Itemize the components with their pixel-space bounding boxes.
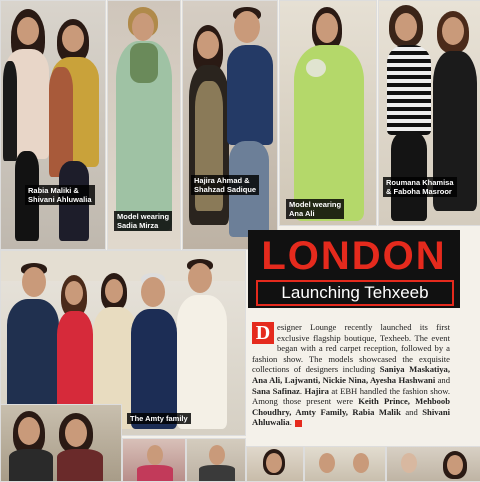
photo-bottom-5 <box>304 446 386 482</box>
caption-line: Rabia Maliki & <box>28 186 79 195</box>
caption-photo1 <box>25 185 95 205</box>
article-lead: esigner Lounge recently launched its first exclusive flagship boutique, Texheeb. The event began with a red carpet reception, followed by a fashion show. The models showcased the exquisite collections of designers including <box>252 322 450 375</box>
caption-line: Shahzad Sadique <box>194 185 257 194</box>
caption-photo2 <box>114 211 172 231</box>
article-text: . <box>299 385 305 396</box>
photo-hajira-shahzad <box>182 0 278 250</box>
designer-last: Sana Safinaz <box>252 385 300 396</box>
end-mark-icon <box>295 420 302 427</box>
caption-line: & Faboha Masroor <box>386 187 452 196</box>
caption-photo3 <box>191 175 259 195</box>
guest-last: Shivani Ahluwalia <box>252 406 450 428</box>
caption-line: Ana Ali <box>289 209 315 218</box>
caption-line: The Amty family <box>130 414 188 423</box>
caption-line: Shivani Ahluwalia <box>28 195 92 204</box>
page-title: LONDON <box>261 234 447 278</box>
headline-block <box>248 230 460 308</box>
hajira-name: Hajira <box>304 385 329 396</box>
caption-line: Sadia Mirza <box>117 221 159 230</box>
article-text: . <box>289 417 292 428</box>
article-body <box>252 322 450 428</box>
photo-roumana-faboha <box>378 0 480 226</box>
caption-line: Roumana Khamisa <box>386 178 454 187</box>
photo-rabia-shivani <box>0 0 106 250</box>
photo-bottom-6 <box>386 446 480 482</box>
caption-photo6 <box>127 413 191 424</box>
caption-line: Model wearing <box>289 200 342 209</box>
photo-bottom-1 <box>0 404 122 482</box>
designers-list: Saniya Maskatiya, Ana Ali, Lajwanti, Nickie Nina, Ayesha Hashwani <box>252 364 450 385</box>
photo-bottom-2 <box>122 438 186 482</box>
page-subtitle: Launching Tehxeeb <box>256 280 454 306</box>
photo-model-sadia-mirza <box>107 0 181 250</box>
drop-cap: D <box>252 322 274 344</box>
article-text: and <box>400 406 423 417</box>
caption-photo4 <box>286 199 344 219</box>
photo-bottom-3 <box>186 438 246 482</box>
article-text: at EBH handled the fashion show. Among those present were <box>252 385 450 407</box>
caption-line: Model wearing <box>117 212 170 221</box>
caption-line: Hajira Ahmad & <box>194 176 250 185</box>
photo-model-ana-ali <box>279 0 377 226</box>
article-text: and <box>435 374 450 385</box>
guests-list: Keith Prince, Mehboob Choudhry, Amty Family, Rabia Malik <box>252 396 450 417</box>
photo-bottom-4 <box>246 446 304 482</box>
caption-photo5 <box>383 177 457 197</box>
